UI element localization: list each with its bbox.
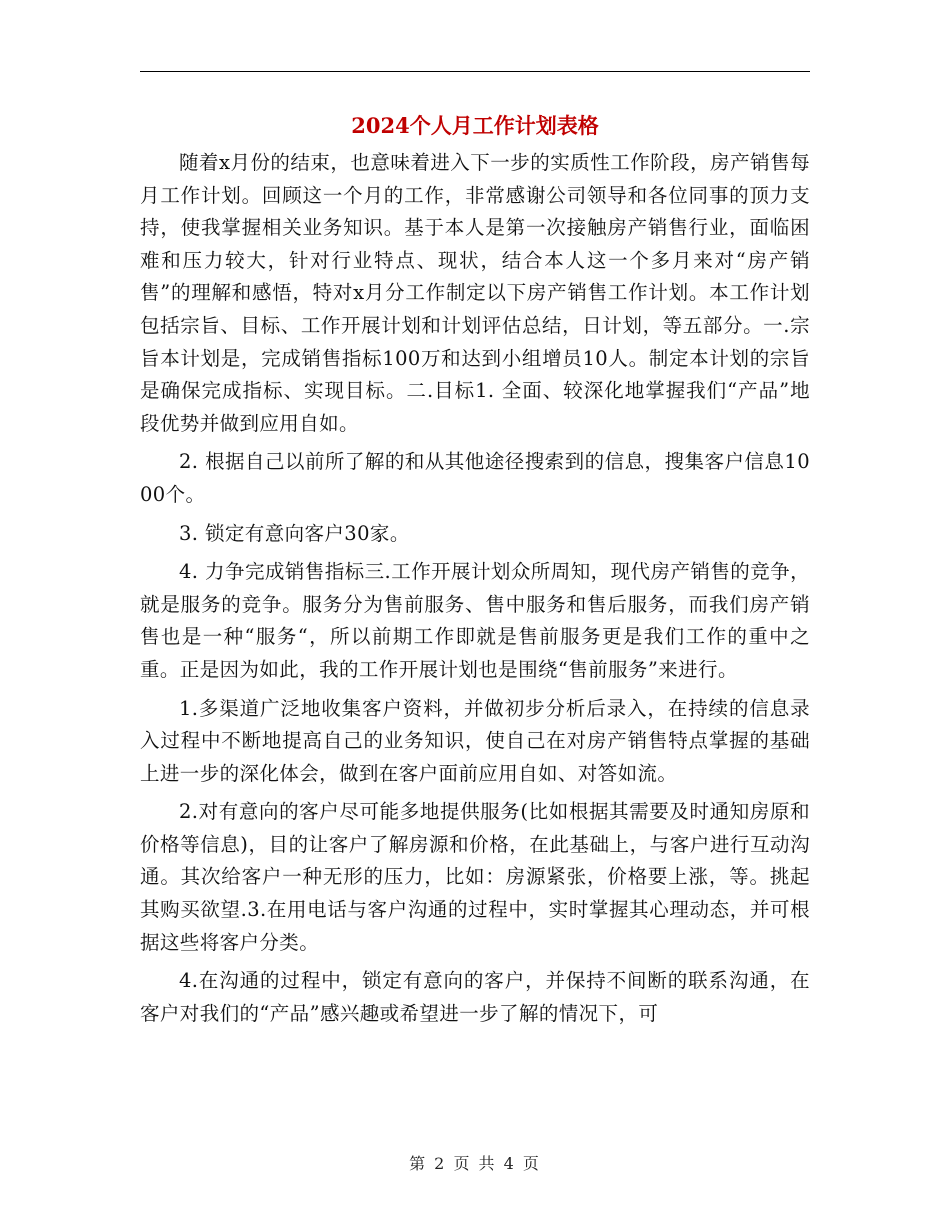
paragraph-6: 2.对有意向的客户尽可能多地提供服务(比如根据其需要及时通知房原和价格等信息)，目的让客户了解房源和价格，在此基础上，与客户进行互动沟通。其次给客户一种无形的压力，比如：房源紧张，价格要上涨，等。挑起其购买欲望.3.在用电话与客户沟通的过程中，实时掌握其心理动态，并可根据这些将客户分类。 — [140, 800, 810, 954]
header-rule — [140, 71, 810, 72]
document-title: 2024个人月工作计划表格 — [351, 113, 599, 138]
paragraph-7: 4.在沟通的过程中，锁定有意向的客户，并保持不间断的联系沟通，在客户对我们的“产品”感兴趣或希望进一步了解的情况下，可 — [140, 969, 810, 1025]
paragraph-5: 1.多渠道广泛地收集客户资料，并做初步分析后录入，在持续的信息录入过程中不断地提高自己的业务知识，使自己在对房产销售特点掌握的基础上进一步的深化体会，做到在客户面前应用自如、对答如流。 — [140, 696, 810, 785]
paragraph-1: 随着x月份的结束，也意味着进入下一步的实质性工作阶段，房产销售每月工作计划。回顾这一个月的工作，非常感谢公司领导和各位同事的顶力支持，使我掌握相关业务知识。基于本人是第一次接触房产销售行业，面临困难和压力较大，针对行业特点、现状，结合本人这一个多月来对“房产销售”的理解和感悟，特对x月分工作制定以下房产销售工作计划。本工作计划包括宗旨、目标、工作开展计划和计划评估总结，日计划，等五部分。一.宗旨本计划是，完成销售指标100万和达到小组增员10人。制定本计划的宗旨是确保完成指标、实现目标。二.目标1. 全面、较深化地掌握我们“产品”地段优势并做到应用自如。 — [140, 151, 810, 435]
paragraph-3: 3. 锁定有意向客户30家。 — [179, 521, 410, 545]
page-number-footer: 第 2 页 共 4 页 — [409, 1154, 541, 1173]
paragraph-4: 4. 力争完成销售指标三.工作开展计划众所周知，现代房产销售的竞争，就是服务的竞争。服务分为售前服务、售中服务和售后服务，而我们房产销售也是一种“服务“，所以前期工作即就是售前服务更是我们工作的重中之重。正是因为如此，我的工作开展计划也是围绕“售前服务”来进行。 — [140, 560, 810, 681]
paragraph-2: 2. 根据自己以前所了解的和从其他途径搜索到的信息，搜集客户信息1000个。 — [140, 450, 810, 506]
document-body — [140, 147, 810, 1036]
